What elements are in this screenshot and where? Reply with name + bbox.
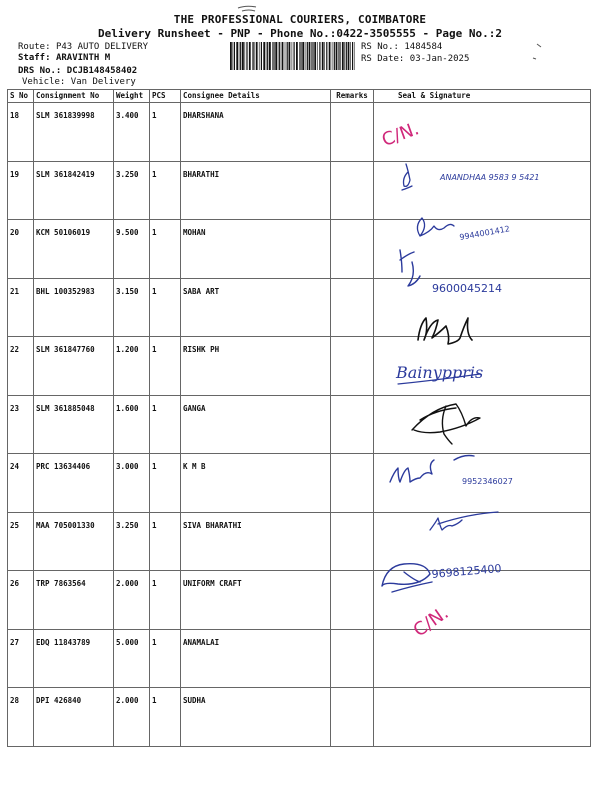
- col-header-consignment: Consignment No: [34, 90, 114, 103]
- cell-consignment: MAA 705001330: [34, 512, 114, 571]
- row-28-cn-mark: [410, 602, 453, 641]
- cell-sno: 21: [8, 278, 34, 337]
- cell-pcs: 1: [150, 278, 181, 337]
- cell-pcs: 1: [150, 454, 181, 513]
- col-header-weight: Weight: [114, 90, 150, 103]
- row-21-signature: [400, 250, 420, 286]
- row-25-handwriting: 9952346027: [462, 477, 513, 486]
- row-21-handwriting: 9600045214: [432, 282, 502, 295]
- col-header-seal: Seal & Signature: [374, 90, 591, 103]
- staff-label: Staff:: [18, 53, 51, 63]
- staff-value: ARAVINTH M: [55, 53, 111, 63]
- cell-sno: 27: [8, 629, 34, 688]
- cell-consignment: BHL 100352983: [34, 278, 114, 337]
- cell-pcs: 1: [150, 161, 181, 220]
- cell-sno: 20: [8, 220, 34, 279]
- cell-consignee: DHARSHANA: [181, 103, 331, 162]
- row-24-signature: [412, 404, 480, 444]
- row-27-handwriting: 9698125400: [431, 561, 502, 581]
- col-header-consignee: Consignee Details: [181, 90, 331, 103]
- cell-consignee: MOHAN: [181, 220, 331, 279]
- row-26-signature: [430, 512, 498, 530]
- row-27-signature: [382, 564, 432, 592]
- drs-value: DCJB148458402: [66, 66, 138, 76]
- rs-date-value: 03-Jan-2025: [409, 54, 470, 64]
- cell-sno: 22: [8, 337, 34, 396]
- cell-weight: 3.400: [114, 103, 150, 162]
- row-28-cn-text: C/N.: [409, 602, 453, 642]
- cell-consignment: SLM 361847760: [34, 337, 114, 396]
- row-20-signature: [417, 218, 454, 236]
- cell-weight: 1.600: [114, 395, 150, 454]
- col-header-sno: S No: [8, 90, 34, 103]
- cell-pcs: 1: [150, 512, 181, 571]
- row-20-handwriting: 9944001412: [458, 224, 511, 242]
- cell-pcs: 1: [150, 103, 181, 162]
- cell-pcs: 1: [150, 571, 181, 630]
- cell-weight: 9.500: [114, 220, 150, 279]
- cell-consignment: PRC 13634406: [34, 454, 114, 513]
- route-value: P43 AUTO DELIVERY: [55, 42, 149, 52]
- vehicle-value: Van Delivery: [70, 77, 136, 87]
- cell-sno: 18: [8, 103, 34, 162]
- cell-consignee: SABA ART: [181, 278, 331, 337]
- cell-pcs: 1: [150, 220, 181, 279]
- rs-date-label: RS Date:: [361, 54, 405, 64]
- page-title: THE PROFESSIONAL COURIERS, COIMBATORE: [173, 13, 427, 26]
- row-19-signature: [402, 164, 412, 190]
- rs-no-label: RS No.:: [361, 42, 399, 52]
- cell-sno: 24: [8, 454, 34, 513]
- row-18-cn-text: C/N.: [379, 118, 422, 151]
- cell-consignee: SUDHA: [181, 688, 331, 747]
- cell-sno: 19: [8, 161, 34, 220]
- cell-consignee: K M B: [181, 454, 331, 513]
- drs-label: DRS No.:: [18, 66, 62, 76]
- cell-pcs: 1: [150, 629, 181, 688]
- cell-weight: 3.250: [114, 161, 150, 220]
- cell-sno: 28: [8, 688, 34, 747]
- cell-consignee: UNIFORM CRAFT: [181, 571, 331, 630]
- row-22-signature: [418, 318, 472, 344]
- cell-consignment: SLM 361885048: [34, 395, 114, 454]
- cell-consignment: KCM 50106019: [34, 220, 114, 279]
- cell-consignment: TRP 7863564: [34, 571, 114, 630]
- cell-weight: 5.000: [114, 629, 150, 688]
- row-18-cn-mark: [379, 118, 422, 151]
- cell-weight: 3.000: [114, 454, 150, 513]
- cell-consignee: BHARATHI: [181, 161, 331, 220]
- cell-pcs: 1: [150, 395, 181, 454]
- cell-weight: 1.200: [114, 337, 150, 396]
- row-19-handwriting: ANANDHAA 9583 9 5421: [440, 173, 540, 182]
- cell-consignee: RISHK PH: [181, 337, 331, 396]
- cell-consignment: SLM 361839998: [34, 103, 114, 162]
- row-23-handwriting: Bainyppris: [396, 363, 484, 382]
- route-label: Route:: [18, 42, 51, 52]
- cell-pcs: 1: [150, 688, 181, 747]
- cell-weight: 2.000: [114, 688, 150, 747]
- col-header-remarks: Remarks: [331, 90, 374, 103]
- cell-sno: 26: [8, 571, 34, 630]
- cell-weight: 2.000: [114, 571, 150, 630]
- col-header-pcs: PCS: [150, 90, 181, 103]
- cell-consignee: SIVA BHARATHI: [181, 512, 331, 571]
- page-subtitle: Delivery Runsheet - PNP - Phone No.:0422-3505555 - Page No.:2: [98, 27, 502, 40]
- cell-weight: 3.250: [114, 512, 150, 571]
- cell-consignee: GANGA: [181, 395, 331, 454]
- rs-no-value: 1484584: [404, 42, 443, 52]
- cell-consignment: SLM 361842419: [34, 161, 114, 220]
- cell-weight: 3.150: [114, 278, 150, 337]
- cell-sno: 25: [8, 512, 34, 571]
- cell-pcs: 1: [150, 337, 181, 396]
- cell-consignment: DPI 426840: [34, 688, 114, 747]
- cell-sno: 23: [8, 395, 34, 454]
- cell-consignee: ANAMALAI: [181, 629, 331, 688]
- vehicle-label: Vehicle:: [22, 77, 66, 87]
- cell-consignment: EDQ 11843789: [34, 629, 114, 688]
